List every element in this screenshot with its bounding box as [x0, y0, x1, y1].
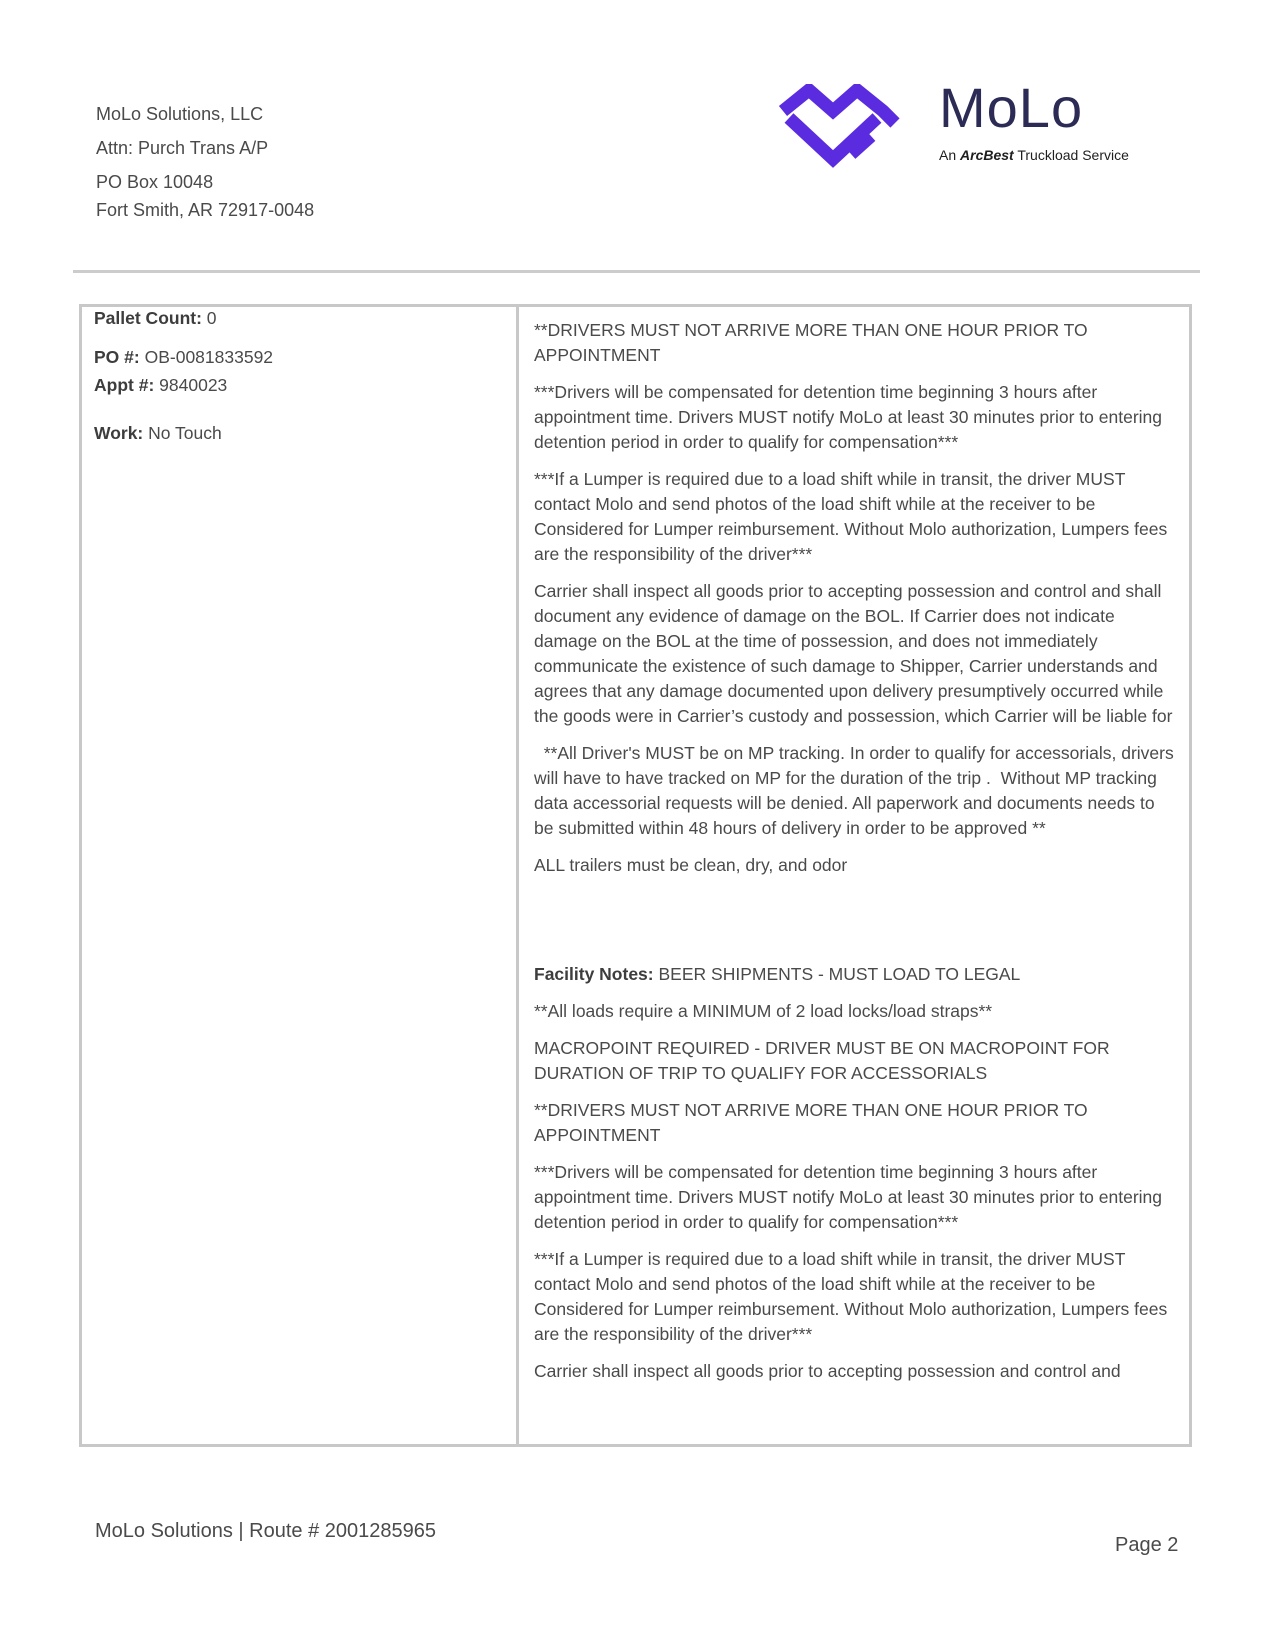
facility-notes-value: BEER SHIPMENTS - MUST LOAD TO LEGAL	[658, 964, 1021, 984]
note-damage-inspection: Carrier shall inspect all goods prior to accepting possession and control and shall document any evidence of damage on the BOL. If Carrier does not indicate damage on the BOL at the time of possession, and does not immediately communicate the existence of such damage to Shipper, Carrier understands and agrees that any damage documented upon delivery presumptively occurred while the goods were in Carrier’s custody and possession, which Carrier will be liable for	[534, 581, 1173, 726]
note-load-locks: **All loads require a MINIMUM of 2 load locks/load straps**	[534, 1001, 993, 1021]
header-divider	[73, 270, 1200, 273]
facility-notes	[534, 962, 1174, 987]
attention-line: Attn: Purch Trans A/P	[96, 138, 269, 158]
work-value: No Touch	[148, 423, 222, 443]
note-damage-inspection-2: Carrier shall inspect all goods prior to accepting possession and control and	[534, 1361, 1121, 1381]
appointment-row	[94, 373, 504, 397]
logo-tag-suffix: Truckload Service	[1017, 147, 1129, 163]
note-lumper: ***If a Lumper is required due to a load shift while in transit, the driver MUST contact Molo and send photos of the load shift while at the receiver to be Considered for Lumper reimbursement. Without Molo authorization, Lumpers fees are the responsibility of the driver***	[534, 469, 1168, 564]
page-number: Page 2	[1115, 1534, 1179, 1556]
logo-tag-brand: ArcBest	[960, 147, 1014, 163]
company-name: MoLo Solutions, LLC	[96, 104, 264, 124]
note-lumper-2: ***If a Lumper is required due to a load shift while in transit, the driver MUST contact Molo and send photos of the load shift while at the receiver to be Considered for Lumper reimbursement. Without Molo authorization, Lumpers fees are the responsibility of the driver***	[534, 1249, 1168, 1344]
sender-address	[96, 102, 314, 222]
note-mp-tracking: **All Driver's MUST be on MP tracking. In order to qualify for accessorials, drivers will have to have tracked on MP for the duration of the trip . Without MP tracking data accessorial requests will be denied. All paperwork and documents needs to be submitted within 48 hours of delivery in order to be approved **	[534, 743, 1179, 838]
column-divider	[516, 307, 519, 1444]
molo-logo	[777, 76, 1157, 176]
shipment-details-table	[79, 304, 1192, 1447]
note-macropoint: MACROPOINT REQUIRED - DRIVER MUST BE ON MACROPOINT FOR DURATION OF TRIP TO QUALIFY FOR ACCESSORIALS	[534, 1038, 1110, 1083]
pallet-count-value: 0	[206, 308, 217, 328]
logo-tagline	[939, 146, 1129, 164]
facility-notes-label: Facility Notes:	[534, 964, 654, 984]
appointment-value: 9840023	[159, 375, 228, 395]
po-number-label: PO #:	[94, 347, 140, 367]
notes-column	[534, 318, 1179, 1396]
molo-logo-mark	[777, 84, 917, 176]
note-arrival-2: **DRIVERS MUST NOT ARRIVE MORE THAN ONE HOUR PRIOR TO APPOINTMENT	[534, 1100, 1088, 1145]
city-state-zip: Fort Smith, AR 72917-0048	[96, 200, 315, 220]
po-box: PO Box 10048	[96, 172, 214, 192]
note-detention: ***Drivers will be compensated for detention time beginning 3 hours after appointment time. Drivers MUST notify MoLo at least 30 minutes prior to entering detention period in order to qualify for compensation***	[534, 382, 1163, 452]
appointment-label: Appt #:	[94, 375, 155, 395]
logo-tag-prefix: An	[939, 147, 957, 163]
load-details-column	[94, 307, 504, 445]
pallet-count-label: Pallet Count:	[94, 308, 202, 328]
note-arrival: **DRIVERS MUST NOT ARRIVE MORE THAN ONE HOUR PRIOR TO APPOINTMENT	[534, 320, 1088, 365]
note-detention-2: ***Drivers will be compensated for detention time beginning 3 hours after appointment time. Drivers MUST notify MoLo at least 30 minutes prior to entering detention period in order to qualify for compensation***	[534, 1162, 1163, 1232]
work-row	[94, 421, 504, 445]
po-number-value: OB-0081833592	[144, 347, 274, 367]
note-trailers: ALL trailers must be clean, dry, and odor	[534, 855, 848, 875]
logo-wordmark: MoLo	[939, 76, 1084, 139]
footer-route: MoLo Solutions | Route # 2001285965	[95, 1520, 437, 1542]
work-label: Work:	[94, 423, 144, 443]
pallet-count-row	[94, 306, 504, 330]
po-number-row	[94, 345, 504, 369]
